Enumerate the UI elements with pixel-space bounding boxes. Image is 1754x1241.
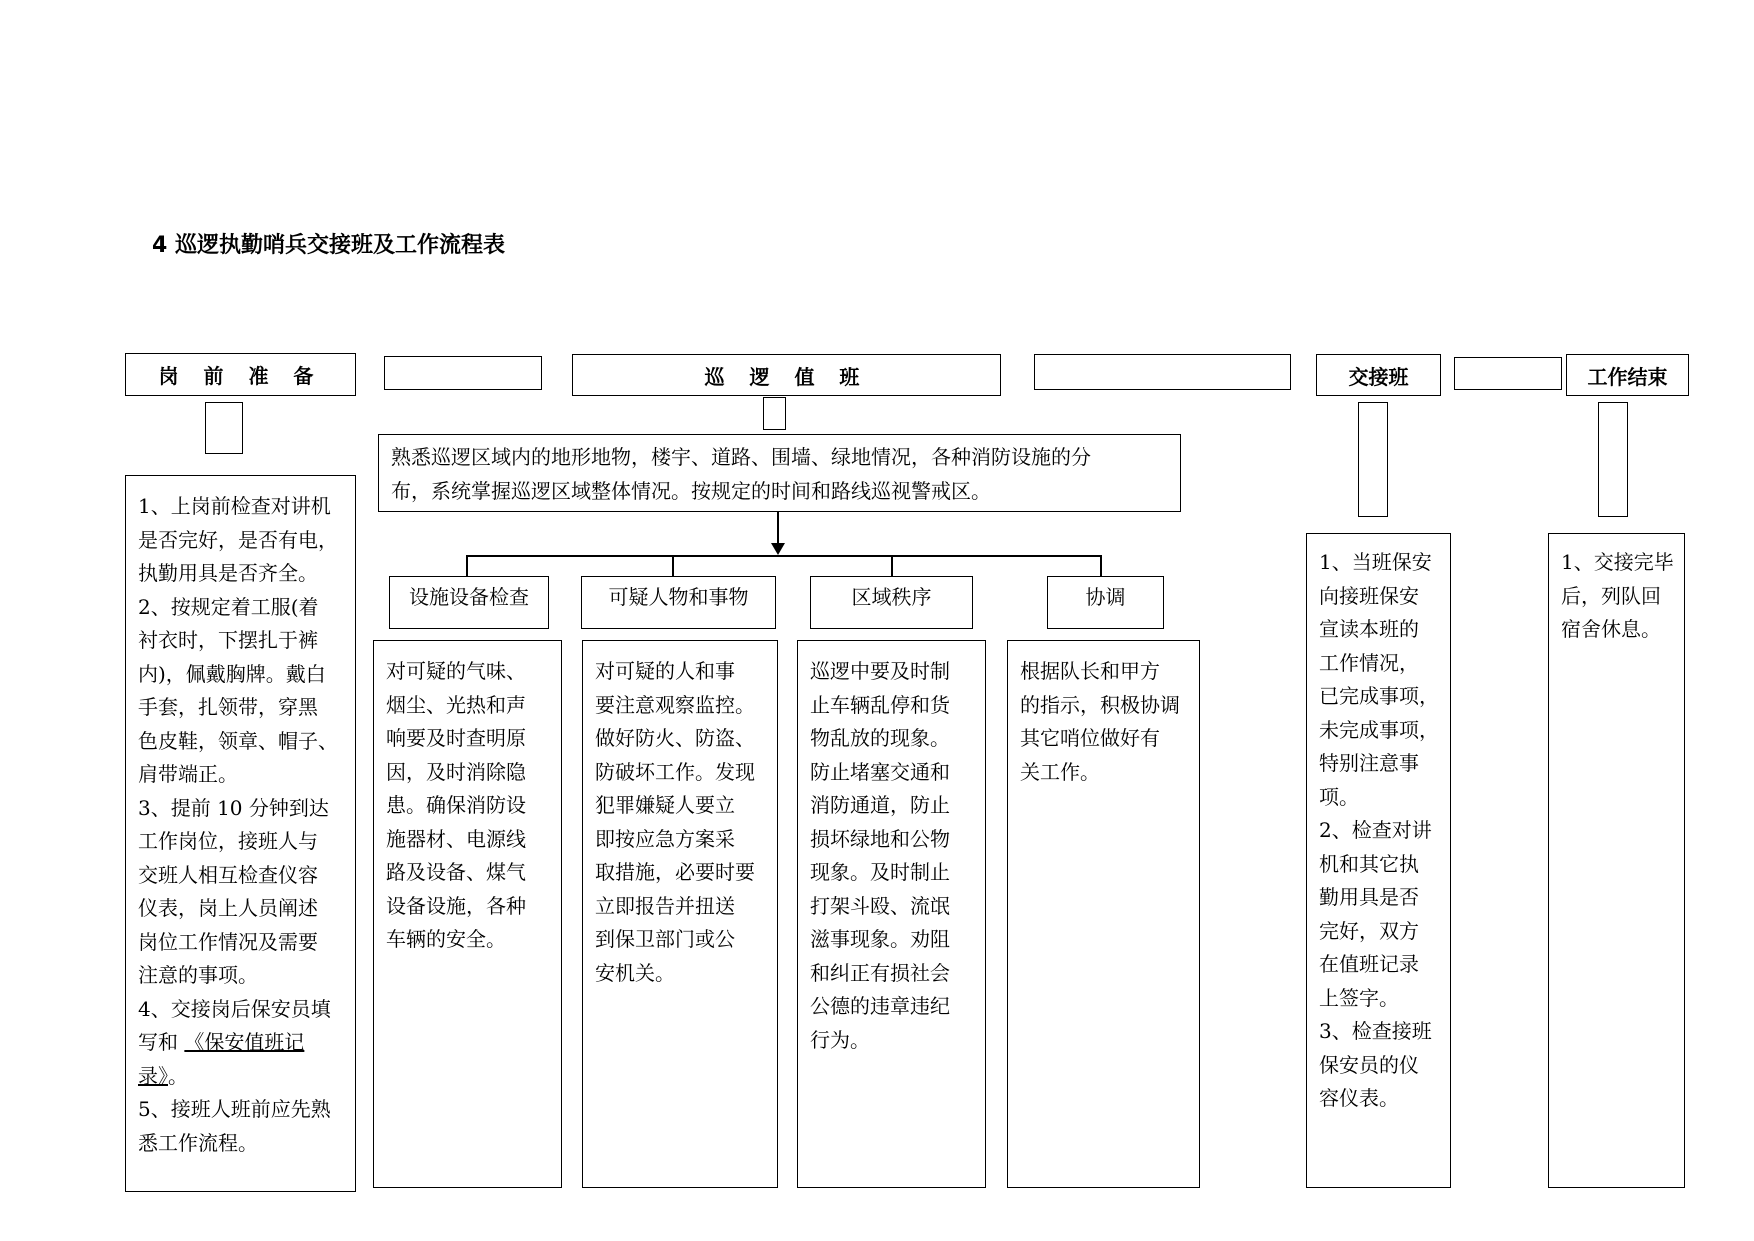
prep-line: 仪表，岗上人员阐述 — [138, 896, 318, 920]
detail-coordination — [1007, 640, 1200, 1188]
handover-line: 宣读本班的 — [1319, 617, 1419, 641]
detail-line: 施器材、电源线 — [386, 826, 526, 851]
sub-suspicious: 可疑人物和事物 — [581, 576, 776, 629]
prep-line: 注意的事项。 — [138, 963, 258, 987]
arrow-down-icon — [771, 543, 785, 555]
detail-line: 防止堵塞交通和 — [810, 759, 950, 784]
detail-line: 防破坏工作。发现 — [595, 759, 755, 784]
connector-drop-1 — [466, 555, 468, 577]
arrow-box-patrol — [763, 397, 786, 430]
end-line: 1、交接完毕 — [1561, 550, 1674, 574]
prep-line: 交班人相互检查仪容 — [138, 862, 318, 887]
detail-line: 到保卫部门或公 — [595, 927, 735, 951]
handover-line: 项。 — [1319, 784, 1359, 809]
prep-line: 4、交接岗后保安员填 — [138, 996, 331, 1021]
detail-line: 做好防火、防盗、 — [595, 726, 755, 750]
connector-horizontal — [466, 555, 1102, 557]
detail-area-order — [797, 640, 986, 1188]
detail-line: 对可疑的气味、 — [386, 659, 526, 683]
handover-line: 容仪表。 — [1319, 1086, 1399, 1110]
handover-line: 未完成事项， — [1319, 717, 1439, 742]
prep-line: 1、上岗前检查对讲机 — [138, 494, 331, 518]
work-end-content-box — [1548, 533, 1685, 1188]
header-patrol: 巡 逻 值 班 — [572, 354, 1001, 396]
prep-content-box — [125, 475, 356, 1192]
detail-line: 的指示，积极协调 — [1020, 692, 1180, 717]
handover-line: 上签字。 — [1319, 985, 1399, 1010]
patrol-intro-line: 熟悉巡逻区域内的地形地物，楼宇、道路、围墙、绿地情况，各种消防设施的分 — [391, 445, 1091, 469]
patrol-intro-line: 布，系统掌握巡逻区域整体情况。按规定的时间和路线巡视警戒区。 — [391, 479, 991, 503]
arrow-box-end — [1598, 402, 1628, 517]
record-form-name: 《保安值班记 — [184, 1030, 305, 1054]
prep-line: 内)，佩戴胸牌。戴白 — [138, 661, 326, 686]
detail-line: 和纠正有损社会 — [810, 960, 950, 985]
handover-line: 向接班保安 — [1319, 583, 1419, 608]
handover-line: 勤用具是否 — [1319, 885, 1419, 909]
detail-line: 行为。 — [810, 1027, 870, 1052]
prep-line: 衬衣时，下摆扎于裤 — [138, 628, 318, 652]
patrol-intro-box — [378, 434, 1181, 512]
end-line: 宿舍休息。 — [1561, 617, 1661, 641]
detail-line: 设备设施，各种 — [386, 893, 526, 918]
prep-line: 工作岗位，接班人与 — [138, 829, 318, 853]
connector-drop-4 — [1100, 555, 1102, 577]
sub-coordination: 协调 — [1047, 576, 1164, 629]
detail-line: 患。确保消防设 — [386, 793, 526, 817]
detail-line: 其它哨位做好有 — [1020, 726, 1160, 750]
handover-line: 3、检查接班 — [1319, 1019, 1432, 1043]
prep-line-record — [138, 1026, 345, 1060]
prep-line: 肩带端正。 — [138, 762, 238, 786]
sub-facility-check: 设施设备检查 — [389, 576, 549, 629]
detail-line: 烟尘、光热和声 — [386, 692, 526, 717]
handover-line: 保安员的仪 — [1319, 1052, 1419, 1077]
handover-line: 特别注意事 — [1319, 751, 1419, 775]
detail-line: 要注意观察监控。 — [595, 692, 755, 717]
detail-line: 损坏绿地和公物 — [810, 826, 950, 851]
handover-line: 完好，双方 — [1319, 918, 1419, 943]
detail-line: 物乱放的现象。 — [810, 726, 950, 750]
connector-drop-3 — [891, 555, 893, 577]
handover-line: 1、当班保安 — [1319, 550, 1432, 574]
prep-line: 2、按规定着工服(着 — [138, 594, 319, 619]
detail-line: 因，及时消除隐 — [386, 759, 526, 784]
handover-line: 已完成事项， — [1319, 684, 1439, 708]
arrow-box-handover — [1358, 402, 1388, 517]
empty-connector-box-3 — [1454, 357, 1562, 390]
detail-line: 滋事现象。劝阻 — [810, 927, 950, 951]
detail-line: 公德的违章违纪 — [810, 994, 950, 1018]
prep-line: 手套，扎领带，穿黑 — [138, 695, 318, 719]
handover-content-box — [1306, 533, 1451, 1188]
page-title: 4 巡逻执勤哨兵交接班及工作流程表 — [152, 233, 505, 258]
connector-vertical — [777, 512, 779, 547]
prep-line: 色皮鞋，领章、帽子、 — [138, 728, 338, 753]
detail-line: 安机关。 — [595, 960, 675, 985]
prep-line-prefix: 写和 — [138, 1030, 178, 1054]
detail-line: 打架斗殴、流氓 — [810, 893, 950, 918]
prep-line: 悉工作流程。 — [138, 1130, 258, 1155]
prep-line: 岗位工作情况及需要 — [138, 929, 318, 954]
prep-line: 3、提前 10 分钟到达 — [138, 795, 329, 820]
record-form-name-end: 录》 — [138, 1063, 168, 1088]
sub-area-order: 区域秩序 — [810, 576, 973, 629]
prep-line: 是否完好，是否有电， — [138, 527, 338, 552]
detail-line: 响要及时查明原 — [386, 726, 526, 750]
detail-line: 立即报告并扭送 — [595, 893, 735, 918]
detail-line: 犯罪嫌疑人要立 — [595, 793, 735, 817]
handover-line: 2、检查对讲 — [1319, 818, 1432, 842]
detail-line: 止车辆乱停和货 — [810, 692, 950, 717]
prep-line: 5、接班人班前应先熟 — [138, 1097, 331, 1121]
detail-line: 路及设备、煤气 — [386, 860, 526, 884]
empty-connector-box-1 — [384, 356, 542, 390]
prep-line-record-end — [138, 1060, 345, 1094]
handover-line: 在值班记录 — [1319, 952, 1419, 976]
end-line: 后，列队回 — [1561, 583, 1661, 608]
empty-connector-box-2 — [1034, 354, 1291, 390]
detail-line: 巡逻中要及时制 — [810, 659, 950, 683]
handover-line: 机和其它执 — [1319, 851, 1419, 876]
detail-line: 取措施，必要时要 — [595, 860, 755, 884]
header-handover: 交接班 — [1316, 354, 1441, 396]
detail-line: 现象。及时制止 — [810, 860, 950, 884]
prep-line: 执勤用具是否齐全。 — [138, 561, 318, 585]
detail-line: 即按应急方案采 — [595, 826, 735, 851]
arrow-box-prep — [205, 402, 243, 454]
handover-line: 工作情况， — [1319, 650, 1419, 675]
detail-line: 消防通道，防止 — [810, 793, 950, 817]
detail-facility-check — [373, 640, 562, 1188]
prep-line-suffix: 。 — [168, 1063, 188, 1088]
connector-drop-2 — [672, 555, 674, 577]
header-prep: 岗 前 准 备 — [125, 353, 356, 396]
detail-line: 对可疑的人和事 — [595, 659, 735, 683]
detail-line: 车辆的安全。 — [386, 927, 506, 951]
header-work-end: 工作结束 — [1566, 354, 1689, 396]
detail-line: 根据队长和甲方 — [1020, 659, 1160, 683]
detail-suspicious — [582, 640, 778, 1188]
detail-line: 关工作。 — [1020, 759, 1100, 784]
